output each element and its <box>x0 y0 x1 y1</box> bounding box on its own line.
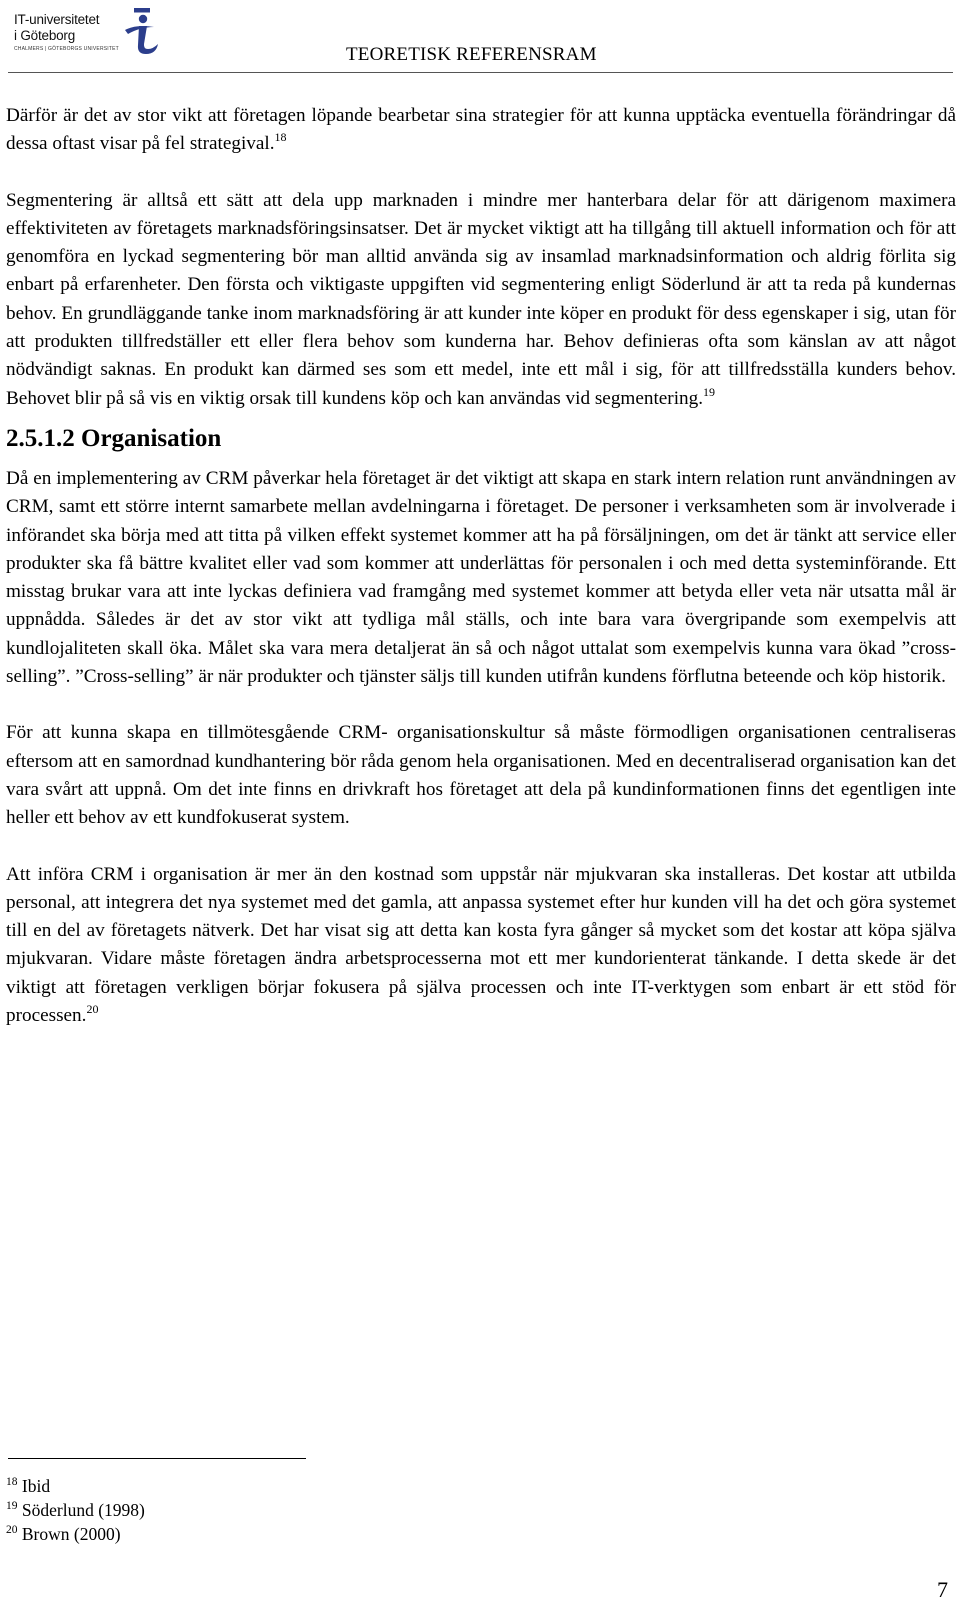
paragraph-4: För att kunna skapa en tillmötesgående CRM- organisationskultur så måste förmodligen organisationen centraliseras eftersom att en samordnad kundhantering bör råda genom hela organisationen. Med en decentraliserad organisation kan det vara svårt att uppnå. Om det inte finns en drivkraft hos företaget att dela på kundinformationen finns det egentligen inte heller ett behov av ett kundfokuserat system. <box>6 722 956 829</box>
footnote-divider <box>8 1458 306 1459</box>
logo-text-line3: CHALMERS | GÖTEBORGS UNIVERSITET <box>14 46 119 52</box>
footnote-text: Brown (2000) <box>21 1524 121 1544</box>
running-header-title: TEORETISK REFERENSRAM <box>346 44 597 65</box>
footnote-ref-20[interactable]: 20 <box>86 1002 99 1017</box>
page-body <box>6 102 956 1030</box>
footnote-number: 18 <box>6 1476 18 1488</box>
footnotes <box>6 1474 145 1546</box>
paragraph-5 <box>6 861 956 1031</box>
paragraph-2-text: Segmentering är alltså ett sätt att dela upp marknaden i mindre mer hanterbara delar för att därigenom maximera effektiviteten av företagets marknadsföringsinsatser. Det är mycket viktigt att ha tillgång till aktuell information och för att genomföra en lyckad segmentering bör man alltid använda sig av insamlad marknadsinformation och aldrig förlita sig enbart på erfarenheter. Den första och viktigaste uppgiften vid segmentering enligt Söderlund är att ta reda på kundernas behov. En grundläggande tanke inom marknadsföring är att kunder inte köper en produkt för dess egenskaper i sig, utan för att produkten tillfredställer ett eller flera behov som kunderna har. Behov definieras ofta som känslan av att något nödvändigt saknas. En produkt kan därmed ses som ett medel, inte ett mål i sig, för att tillfredsställa kunders behov. Behovet blir på så vis en viktig orsak till kundens köp och kan användas vid segmentering. <box>6 189 956 409</box>
university-logo <box>14 6 164 56</box>
header-divider <box>8 72 953 73</box>
footnote-number: 19 <box>6 1500 18 1512</box>
page-number: 7 <box>937 1577 948 1602</box>
footnote-text: Ibid <box>21 1476 51 1496</box>
paragraph-1 <box>6 102 956 159</box>
logo-text-line2: i Göteborg <box>14 28 76 43</box>
footnote-number: 20 <box>6 1524 18 1536</box>
footnote-ref-19[interactable]: 19 <box>703 384 716 399</box>
paragraph-3: Då en implementering av CRM påverkar hela företaget är det viktigt att skapa en stark intern relation runt användningen av CRM, samt ett större internt samarbete mellan avdelningarna i företaget. De personer i verksamheten som är involverade i införandet ska börja med att titta på vilken effekt systemet kommer att ha på försäljningen, om det är tänkt att service eller produkter ska få bättre kvalitet eller vad som kommer att underlättas för personalen i och med detta systeminförande. Ett misstag brukar vara att inte lyckas definiera vad framgång med systemet kommer att betyda eller veta när utsatta mål är uppnådda. Således är det av stor vikt att tydliga mål ställs, och inte bara vara övergripande som exempelvis att kundlojaliteten skall öka. Målet ska vara mera detaljerat än så och något uttalat som exempelvis kunna vara ökad ”cross-selling”. ”Cross-selling” är när produkter och tjänster säljs till kunden utifrån kundens förflutna beteende och köp historik. <box>6 467 956 688</box>
footnote-19 <box>6 1498 145 1522</box>
footnote-text: Söderlund (1998) <box>21 1500 145 1520</box>
paragraph-2 <box>6 187 956 413</box>
footnote-20 <box>6 1522 145 1546</box>
footnote-ref-18[interactable]: 18 <box>274 130 287 145</box>
section-heading: 2.5.1.2 Organisation <box>6 424 222 452</box>
it-university-mark-icon <box>120 6 164 56</box>
footnote-18 <box>6 1474 145 1498</box>
logo-text-line1: IT-universitetet <box>14 12 100 27</box>
paragraph-1-text: Därför är det av stor vikt att företagen löpande bearbetar sina strategier för att kunna upptäcka eventuella förändringar då dessa oftast visar på fel strategival. <box>6 105 956 155</box>
paragraph-5-text: Att införa CRM i organisation är mer än den kostnad som uppstår när mjukvaran ska installeras. Det kostar att utbilda personal, att integrera det nya systemet med det gamla, att anpassa systemet efter hur kunden vill ha det och göra systemet till en del av företagets nätverk. Det har visat sig att detta kan kosta fyra gånger så mycket som det kostar att köpa själva mjukvaran. Vidare måste företagen ändra arbetsprocesserna mot ett mer kundorienterat tänkande. I detta skede är det viktigt att företagen verkligen börjar fokusera på själva processen och inte IT-verktygen som enbart är ett stöd för processen. <box>6 863 956 1027</box>
